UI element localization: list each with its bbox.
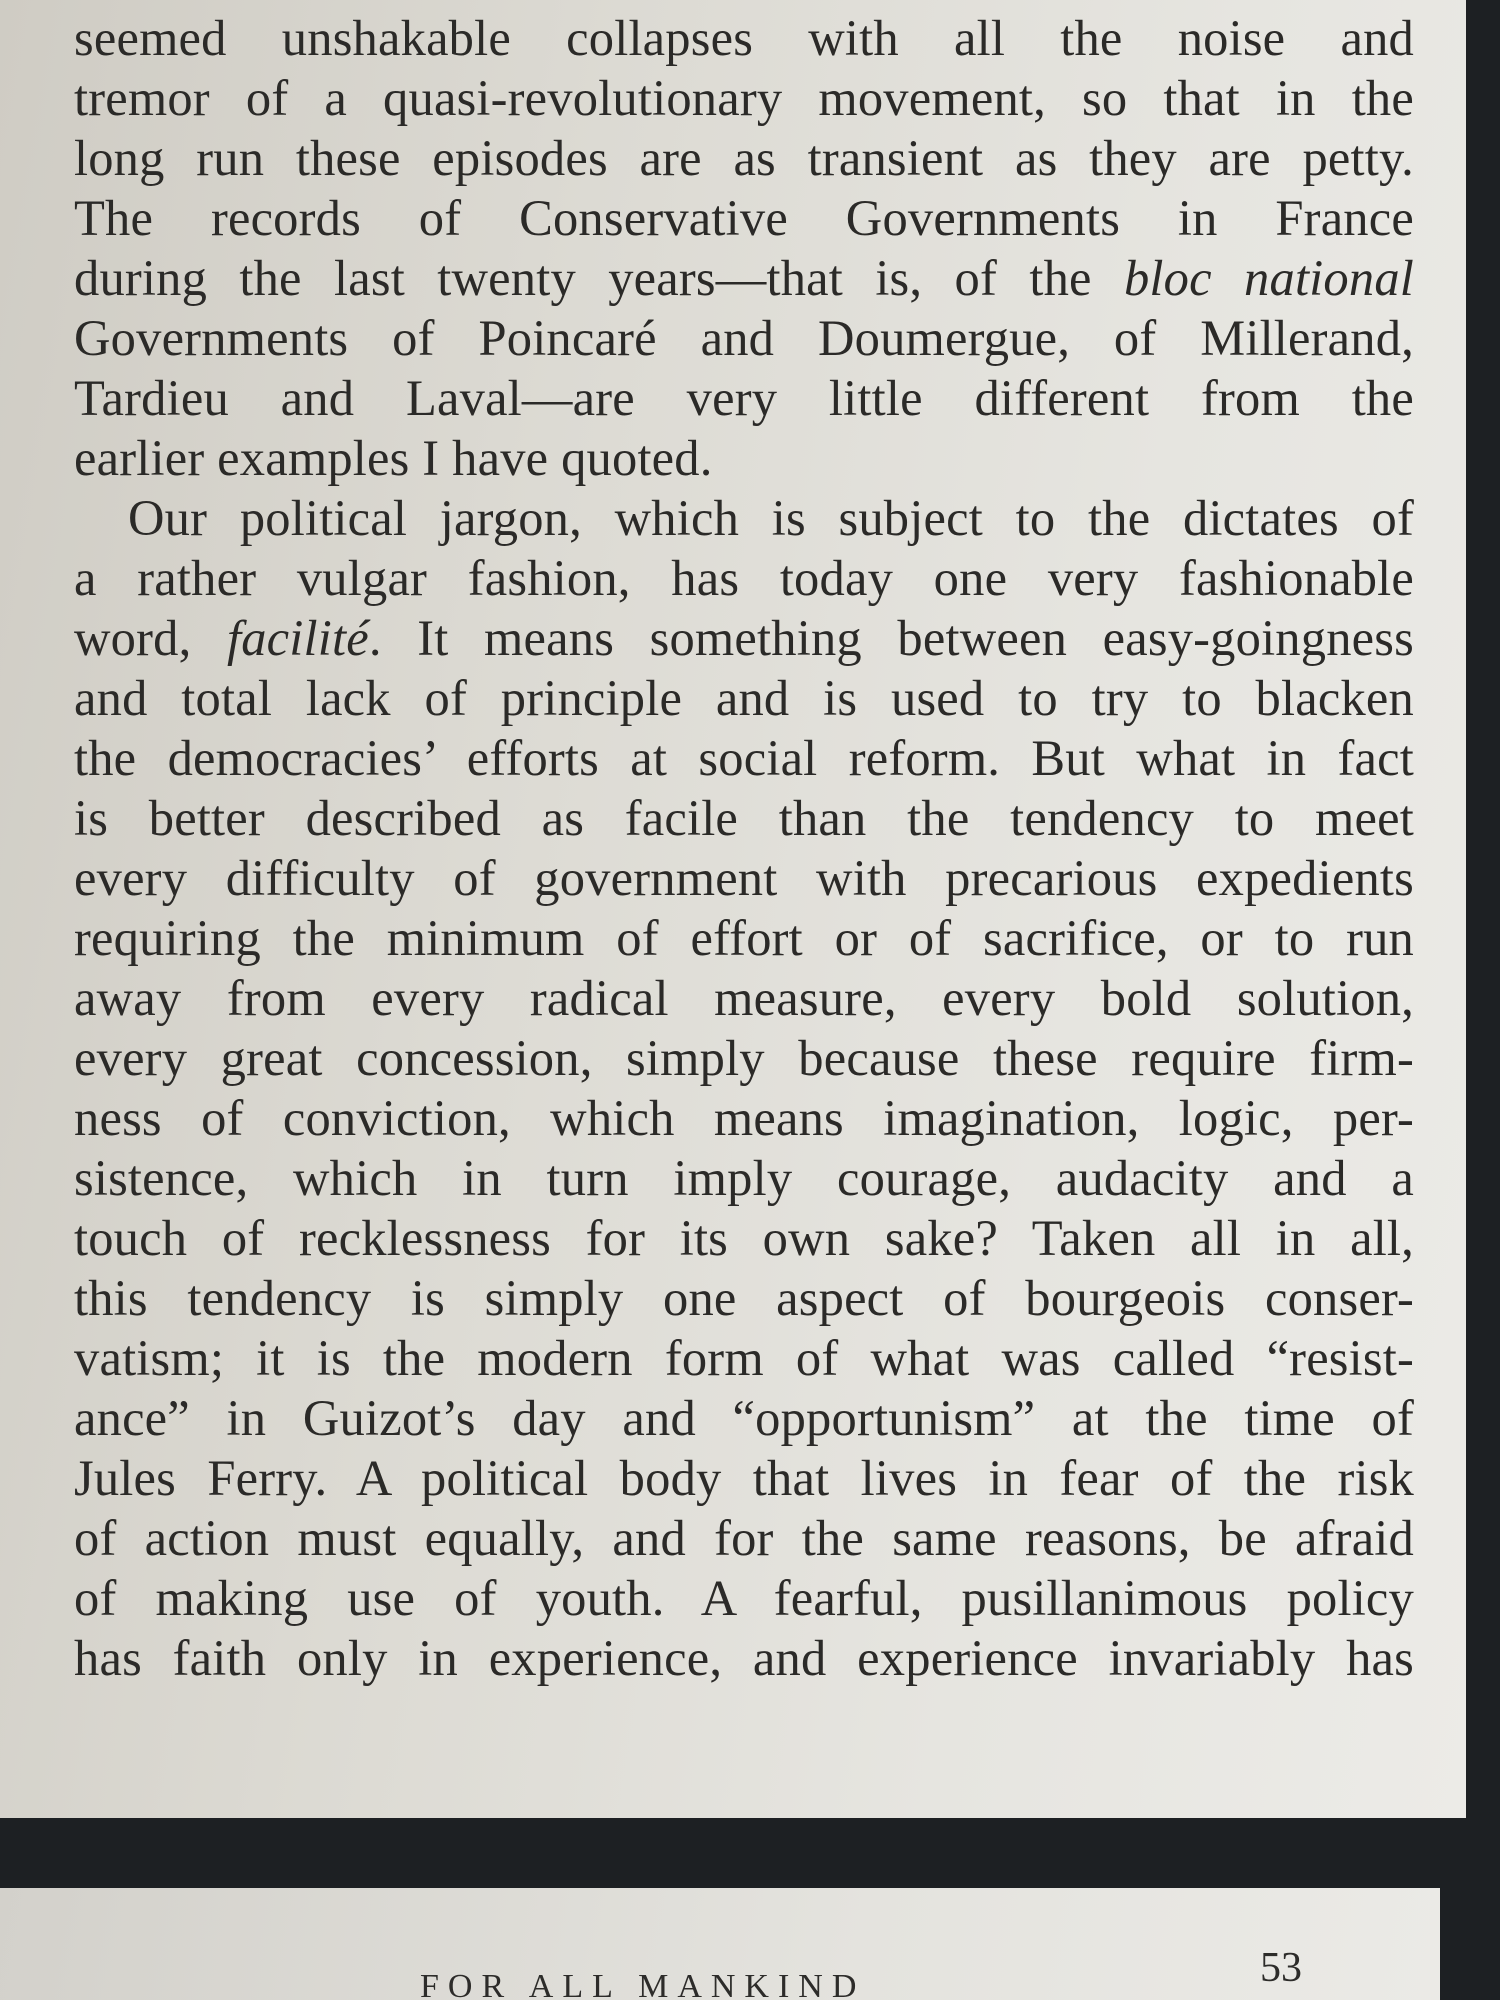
text-line: The records of Conservative Governments in France bbox=[74, 190, 1414, 246]
text-line: ance” in Guizot’s day and “opportunism” at the time of bbox=[74, 1390, 1414, 1446]
paragraph-start-line: Our political jargon, which is subject to the dictates of bbox=[128, 490, 1414, 546]
text-line: Jules Ferry. A political body that lives in fear of the risk bbox=[74, 1450, 1414, 1506]
italic-word: facilité bbox=[226, 610, 369, 666]
text-line: long run these episodes are as transient as they are petty. bbox=[74, 130, 1414, 186]
text-line: vatism; it is the modern form of what was called “resist- bbox=[74, 1330, 1414, 1386]
text-line: ness of conviction, which means imagination, logic, per- bbox=[74, 1090, 1414, 1146]
text-line: every difficulty of government with precarious expedients bbox=[74, 850, 1414, 906]
next-page-strip bbox=[0, 1888, 1440, 2000]
text-segment: word, bbox=[74, 610, 227, 666]
text-line: away from every radical measure, every bold solution, bbox=[74, 970, 1414, 1026]
text-line: tremor of a quasi-revolutionary movement, so that in the bbox=[74, 70, 1414, 126]
text-line: sistence, which in turn imply courage, audacity and a bbox=[74, 1150, 1414, 1206]
text-line: every great concession, simply because these require firm- bbox=[74, 1030, 1414, 1086]
text-line: seemed unshakable collapses with all the noise and bbox=[74, 10, 1414, 66]
text-line: has faith only in experience, and experience invariably has bbox=[74, 1630, 1414, 1686]
italic-phrase: bloc national bbox=[1123, 250, 1414, 306]
body-text bbox=[74, 8, 1414, 1688]
text-line: Governments of Poincaré and Doumergue, of Millerand, bbox=[74, 310, 1414, 366]
text-segment: during the last twenty years—that is, of the bbox=[74, 250, 1124, 306]
running-title: FOR ALL MANKIND bbox=[420, 1968, 866, 2000]
text-line bbox=[74, 608, 1414, 668]
page-number: 53 bbox=[1260, 1945, 1302, 1991]
text-line: the democracies’ efforts at social reform. But what in fact bbox=[74, 730, 1414, 786]
text-line: requiring the minimum of effort or of sacrifice, or to run bbox=[74, 910, 1414, 966]
text-line bbox=[74, 248, 1414, 308]
text-segment: . It means something between easy-goingness bbox=[368, 610, 1414, 666]
text-line: of action must equally, and for the same reasons, be afraid bbox=[74, 1510, 1414, 1566]
text-line: is better described as facile than the tendency to meet bbox=[74, 790, 1414, 846]
text-line: this tendency is simply one aspect of bourgeois conser- bbox=[74, 1270, 1414, 1326]
text-line: touch of recklessness for its own sake? Taken all in all, bbox=[74, 1210, 1414, 1266]
paragraph-end-line: earlier examples I have quoted. bbox=[74, 430, 713, 486]
text-line: a rather vulgar fashion, has today one very fashionable bbox=[74, 550, 1414, 606]
text-line: of making use of youth. A fearful, pusillanimous policy bbox=[74, 1570, 1414, 1626]
text-line: Tardieu and Laval—are very little different from the bbox=[74, 370, 1414, 426]
text-line: and total lack of principle and is used to try to blacken bbox=[74, 670, 1414, 726]
